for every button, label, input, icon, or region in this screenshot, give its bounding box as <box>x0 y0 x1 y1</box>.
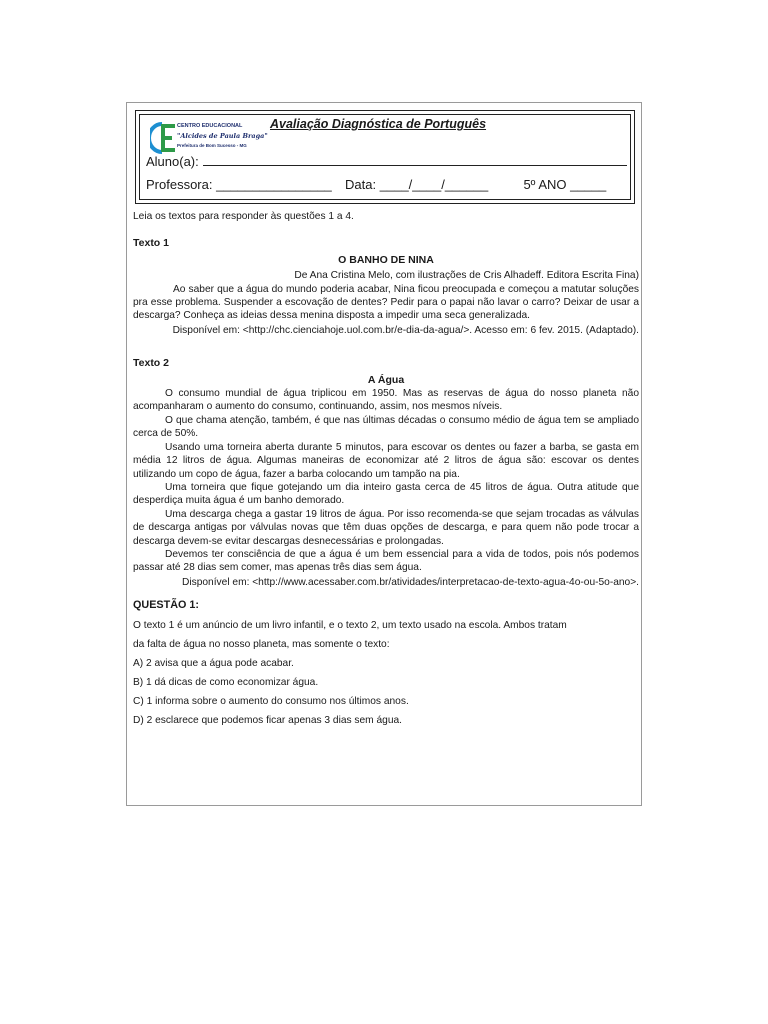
teacher-blank[interactable]: ________________ <box>216 177 332 192</box>
student-name-blank[interactable] <box>203 153 627 166</box>
logo-text-line2: "Alcides de Paula Braga" <box>177 132 268 140</box>
texto2-paragraph: O consumo mundial de água triplicou em 1950. Mas as reservas de água do nosso planeta não acompanharam o aumento do consumo, continuando, assim, nos mesmos níveis. <box>133 388 639 413</box>
texto2-paragraph: Usando uma torneira aberta durante 5 minutos, para escovar os dentes ou fazer a barba, se gasta em média 12 litros de água. Algumas maneiras de economizar até 2 litros de água são: escovar os dentes utilizando um copo de água, fazer a barba colocando um tampão na pia. <box>133 441 639 480</box>
question1-stem-line2: da falta de água no nosso planeta, mas somente o texto: <box>133 638 390 650</box>
texto1-credit: De Ana Cristina Melo, com ilustrações de Cris Alhadeff. Editora Escrita Fina) <box>294 270 639 282</box>
question1-option-a[interactable]: A) 2 avisa que a água pode acabar. <box>133 657 294 669</box>
texto2-paragraph: Uma descarga chega a gastar 19 litros de água. Por isso recomenda-se que sejam trocadas as válvulas de descarga antigas por válvulas novas que têm duas opções de descarga, e para quem não pode trocar a descarga devem-se evitar descargas desnecessárias e prolongadas. <box>133 508 639 547</box>
texto1-label: Texto 1 <box>133 237 169 250</box>
exam-content <box>133 207 639 727</box>
logo-text-line1: CENTRO EDUCACIONAL <box>177 123 243 129</box>
texto2-paragraph: O que chama atenção, também, é que nas últimas décadas o consumo médio de água tem se ampliado cerca de 50%. <box>133 414 639 440</box>
question1-option-b[interactable]: B) 1 dá dicas de como economizar água. <box>133 676 319 688</box>
texto1-paragraph: Ao saber que a água do mundo poderia acabar, Nina ficou preocupada e começou a matutar soluções pra esse problema. Suspender a escovação de dentes? Pedir para o papai não lavar o carro? Deixar de usar a descarga? Conheça as ideias dessa menina disposta a impedir uma seca generalizada. <box>133 283 639 322</box>
teacher-date-row <box>146 177 606 192</box>
grade-blank[interactable]: _____ <box>570 177 607 192</box>
question1-heading: QUESTÃO 1: <box>133 599 199 612</box>
exam-title: Avaliação Diagnóstica de Português <box>270 117 487 131</box>
header-inner-border <box>139 114 631 200</box>
student-name-label: Aluno(a): <box>146 154 199 169</box>
logo-text-line3: Prefeitura de Bom Sucesso - MG <box>177 143 247 148</box>
instructions: Leia os textos para responder às questões 1 a 4. <box>133 211 354 222</box>
texto2-label: Texto 2 <box>133 357 169 370</box>
exam-page <box>126 102 642 806</box>
question1-option-c[interactable]: C) 1 informa sobre o aumento do consumo nos últimos anos. <box>133 695 409 707</box>
question1-stem-line1: O texto 1 é um anúncio de um livro infantil, e o texto 2, um texto usado na escola. Ambos tratam <box>133 619 567 631</box>
texto2-source: Disponível em: <http://www.acessaber.com.br/atividades/interpretacao-de-texto-agua-4o-ou-5o-ano>. <box>182 576 639 588</box>
texto2-paragraph: Devemos ter consciência de que a água é um bem essencial para a vida de todos, pois nós podemos passar até 28 dias sem comer, mas apenas três dias sem água. <box>133 548 639 574</box>
exam-header <box>135 110 635 204</box>
texto2-title: A Água <box>367 373 405 386</box>
school-logo-mark-icon <box>150 121 176 155</box>
question1-option-d[interactable]: D) 2 esclarece que podemos ficar apenas 3 dias sem água. <box>133 714 402 726</box>
date-blank[interactable]: ____/____/______ <box>379 177 489 192</box>
teacher-label: Professora: <box>146 177 213 192</box>
school-logo <box>150 121 270 157</box>
date-label: Data: <box>345 177 377 192</box>
grade-label: 5º ANO <box>523 177 567 192</box>
student-name-row <box>146 153 627 169</box>
texto1-title: O BANHO DE NINA <box>338 253 434 266</box>
texto2-paragraph: Uma torneira que fique gotejando um dia inteiro gasta cerca de 45 litros de água. Outra atitude que desperdiça muita água é um banho demorado. <box>133 481 639 507</box>
texto1-source: Disponível em: <http://chc.cienciahoje.uol.com.br/e-dia-da-agua/>. Acesso em: 6 fev. 2015. (Adaptado). <box>172 324 639 336</box>
